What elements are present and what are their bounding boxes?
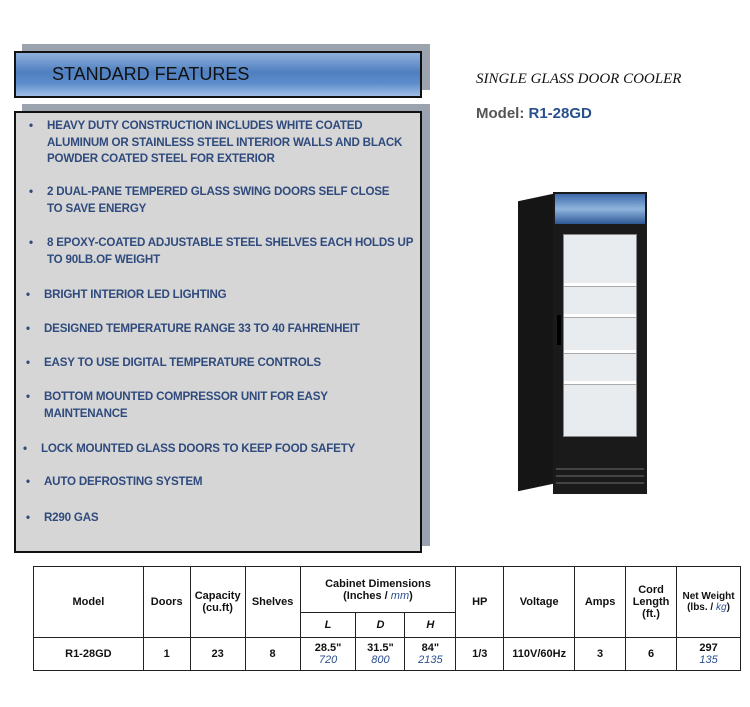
- feature-item: [26, 355, 404, 372]
- cell-doors: 1: [143, 638, 190, 671]
- th-cord: Cord Length (ft.): [626, 567, 677, 638]
- cell-H: [405, 638, 456, 671]
- feature-item: [29, 235, 419, 268]
- th-D: D: [356, 613, 405, 638]
- th-H: H: [405, 613, 456, 638]
- bullet-icon: •: [29, 119, 33, 132]
- cell-model: R1-28GD: [34, 638, 144, 671]
- product-model: [476, 105, 592, 122]
- cell-D: [356, 638, 405, 671]
- weight-kg: 135: [699, 654, 718, 666]
- H-in: 84": [421, 642, 440, 654]
- model-value: R1-28GD: [528, 105, 592, 122]
- D-in: 31.5": [367, 642, 394, 654]
- dims-title: Cabinet Dimensions: [325, 577, 431, 590]
- feature-text: 8 EPOXY-COATED ADJUSTABLE STEEL SHELVES EACH HOLDS UP TO 90LB.OF WEIGHT: [47, 236, 414, 266]
- weight-title: Net Weight: [682, 591, 735, 602]
- bullet-icon: •: [29, 185, 33, 198]
- th-voltage: Voltage: [504, 567, 575, 638]
- feature-text: HEAVY DUTY CONSTRUCTION INCLUDES WHITE COATED ALUMINUM OR STAINLESS STEEL INTERIOR WALLS AND BLACK POWDER COATED STEEL FOR EXTERIOR: [47, 119, 403, 165]
- feature-item: [26, 389, 404, 422]
- bullet-icon: •: [26, 288, 30, 301]
- feature-text: BOTTOM MOUNTED COMPRESSOR UNIT FOR EASY MAINTENANCE: [44, 390, 328, 420]
- cell-shelves: 8: [245, 638, 300, 671]
- feature-text: R290 GAS: [44, 511, 99, 524]
- th-dims: [300, 567, 456, 613]
- bullet-icon: •: [29, 236, 33, 249]
- feature-item: [26, 287, 404, 304]
- th-weight: [677, 567, 741, 638]
- cell-weight: [677, 638, 741, 671]
- dims-unit-mm: mm: [390, 589, 410, 602]
- feature-text: AUTO DEFROSTING SYSTEM: [44, 475, 203, 488]
- bullet-icon: •: [23, 442, 27, 455]
- th-doors: Doors: [143, 567, 190, 638]
- weight-lbs: 297: [699, 642, 718, 654]
- cell-hp: 1/3: [456, 638, 504, 671]
- feature-text: DESIGNED TEMPERATURE RANGE 33 TO 40 FAHRENHEIT: [44, 322, 360, 335]
- th-model: Model: [34, 567, 144, 638]
- cell-amps: 3: [575, 638, 626, 671]
- features-header: [14, 51, 422, 98]
- bullet-icon: •: [26, 511, 30, 524]
- table-row: [34, 638, 741, 671]
- feature-item: [23, 441, 401, 458]
- dims-unit-in: (Inches /: [343, 589, 391, 602]
- feature-item: [29, 184, 407, 217]
- bullet-icon: •: [26, 390, 30, 403]
- L-mm: 720: [318, 654, 338, 666]
- feature-text: BRIGHT INTERIOR LED LIGHTING: [44, 288, 227, 301]
- th-hp: HP: [456, 567, 504, 638]
- cell-L: [300, 638, 356, 671]
- dims-unit-close: ): [409, 589, 413, 602]
- cell-capacity: 23: [190, 638, 245, 671]
- weight-unit-lbs: (lbs. /: [687, 602, 716, 613]
- features-panel: [14, 111, 422, 553]
- bullet-icon: •: [26, 356, 30, 369]
- spec-table: [33, 566, 741, 671]
- model-label: Model:: [476, 105, 525, 122]
- th-L: L: [300, 613, 356, 638]
- th-shelves: Shelves: [245, 567, 300, 638]
- cell-voltage: 110V/60Hz: [504, 638, 575, 671]
- H-mm: 2135: [418, 654, 443, 666]
- feature-text: EASY TO USE DIGITAL TEMPERATURE CONTROLS: [44, 356, 321, 369]
- feature-item: [26, 474, 404, 491]
- D-mm: 800: [371, 654, 390, 666]
- feature-text: 2 DUAL-PANE TEMPERED GLASS SWING DOORS SELF CLOSE TO SAVE ENERGY: [47, 185, 390, 215]
- cell-cord: 6: [626, 638, 677, 671]
- feature-item: [26, 510, 404, 527]
- weight-unit-close: ): [726, 602, 730, 613]
- th-amps: Amps: [575, 567, 626, 638]
- bullet-icon: •: [26, 322, 30, 335]
- th-capacity: Capacity (cu.ft): [190, 567, 245, 638]
- bullet-icon: •: [26, 475, 30, 488]
- feature-text: LOCK MOUNTED GLASS DOORS TO KEEP FOOD SAFETY: [41, 442, 356, 455]
- feature-item: [26, 321, 404, 338]
- L-in: 28.5": [314, 642, 342, 654]
- feature-item: [29, 118, 407, 168]
- features-heading: STANDARD FEATURES: [52, 64, 250, 84]
- weight-unit-kg: kg: [716, 602, 727, 613]
- product-title: SINGLE GLASS DOOR COOLER: [476, 71, 682, 87]
